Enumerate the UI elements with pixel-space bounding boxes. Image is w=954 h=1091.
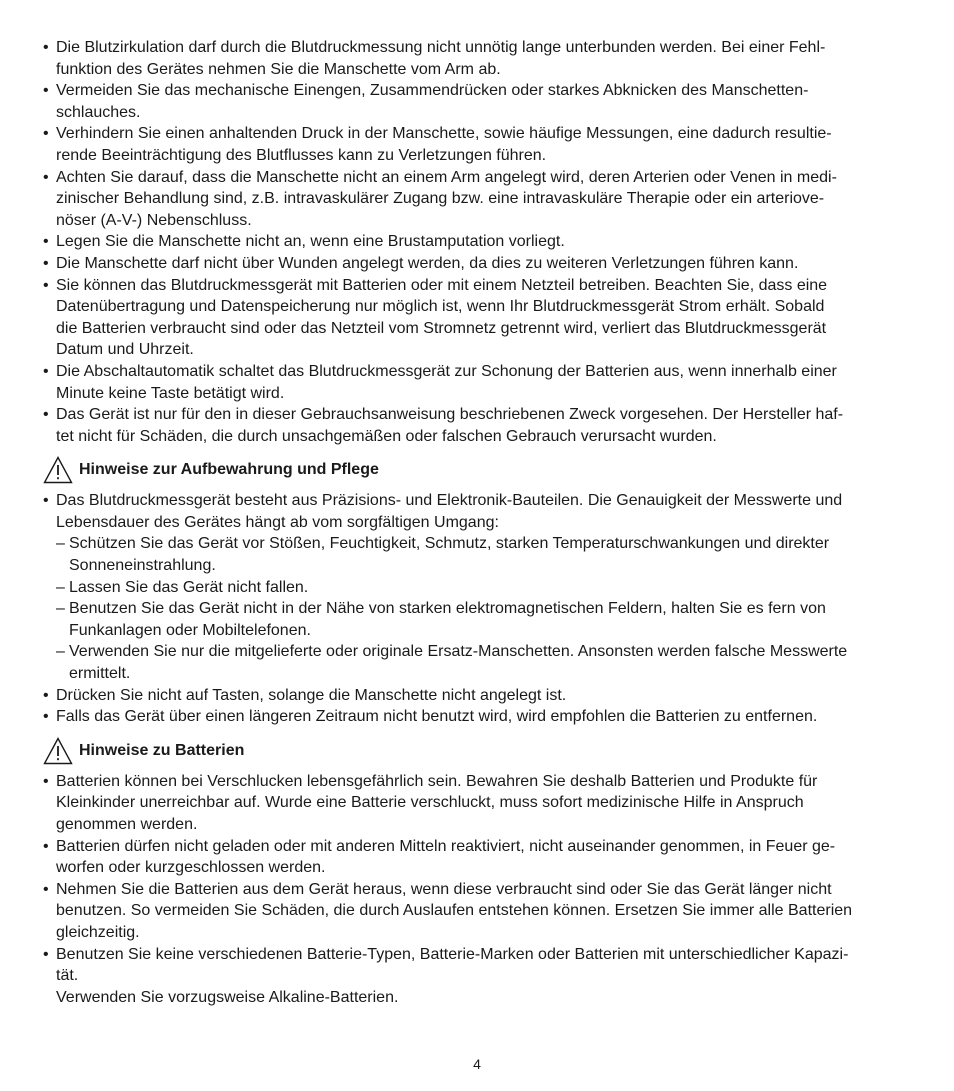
- text-line: Das Gerät ist nur für den in dieser Gebrauchsanweisung beschriebenen Zweck vorgesehen. Der Hersteller haf-: [56, 406, 844, 424]
- dash: –: [56, 600, 65, 618]
- section-heading-batteries: [43, 737, 923, 765]
- list-item: [43, 879, 923, 944]
- text-line: Drücken Sie nicht auf Tasten, solange die Manschette nicht angelegt ist.: [56, 686, 567, 704]
- list-item: [43, 275, 923, 361]
- list-item: [43, 404, 923, 447]
- text-line: Kleinkinder unerreichbar auf. Wurde eine Batterie verschluckt, muss sofort medizinische Hilfe in Anspruch: [56, 794, 804, 812]
- list-item: [43, 706, 923, 728]
- page-number: 4: [473, 1056, 481, 1072]
- bullet: •: [43, 708, 49, 726]
- document-page: [43, 37, 923, 1008]
- text-line: Vermeiden Sie das mechanische Einengen, Zusammendrücken oder starkes Abknicken des Manschetten-: [56, 82, 809, 100]
- list-item: [43, 123, 923, 166]
- dash: –: [56, 535, 65, 553]
- bullet: •: [43, 945, 49, 963]
- bullet: •: [43, 406, 49, 424]
- text-line: Die Manschette darf nicht über Wunden angelegt werden, da dies zu weiteren Verletzungen führen kann.: [56, 254, 799, 272]
- sub-list-item: [43, 577, 923, 599]
- bullet: •: [43, 837, 49, 855]
- section-heading-storage: [43, 456, 923, 484]
- text-line: Verwenden Sie vorzugsweise Alkaline-Batterien.: [56, 988, 399, 1006]
- text-line: Die Blutzirkulation darf durch die Blutdruckmessung nicht unnötig lange unterbunden werden. Bei einer Fehl-: [56, 39, 826, 56]
- bullet: •: [43, 254, 49, 272]
- text-line: Nehmen Sie die Batterien aus dem Gerät heraus, wenn diese verbraucht sind oder Sie das Gerät länger nicht: [56, 880, 832, 898]
- warning-triangle-icon: [43, 456, 73, 484]
- section-heading-text: Hinweise zur Aufbewahrung und Pflege: [79, 461, 379, 479]
- text-line: Benutzen Sie keine verschiedenen Batterie-Typen, Batterie-Marken oder Batterien mit unterschiedlicher Kapazi-: [56, 945, 849, 963]
- text-line: worfen oder kurzgeschlossen werden.: [56, 859, 326, 877]
- text-line: Funkanlagen oder Mobiltelefonen.: [69, 621, 311, 639]
- text-line: Datenübertragung und Datenspeicherung nur möglich ist, wenn Ihr Blutdruckmessgerät Strom erhält. Sobald: [56, 298, 825, 316]
- storage-list: [43, 490, 923, 728]
- list-item: [43, 253, 923, 275]
- text-line: Batterien dürfen nicht geladen oder mit anderen Mitteln reaktiviert, nicht auseinander genommen, in Feuer ge-: [56, 837, 836, 855]
- list-item: [43, 836, 923, 879]
- text-line: benutzen. So vermeiden Sie Schäden, die durch Auslaufen entstehen können. Ersetzen Sie immer alle Batterien: [56, 902, 853, 920]
- text-line: Sonneneinstrahlung.: [69, 557, 216, 575]
- bullet: •: [43, 39, 49, 56]
- section-heading-text: Hinweise zu Batterien: [79, 741, 245, 759]
- text-line: ermittelt.: [69, 665, 131, 683]
- bullet: •: [43, 125, 49, 143]
- safety-list: [43, 37, 923, 447]
- list-item: [43, 685, 923, 707]
- bullet: •: [43, 880, 49, 898]
- list-item: [43, 771, 923, 836]
- text-line: tät.: [56, 967, 79, 985]
- list-item: [43, 167, 923, 232]
- bullet: •: [43, 772, 49, 790]
- text-line: Datum und Uhrzeit.: [56, 341, 194, 359]
- text-line: Achten Sie darauf, dass die Manschette nicht an einem Arm angelegt wird, deren Arterien oder Venen in medi-: [56, 168, 837, 186]
- sub-list-item: [43, 598, 923, 641]
- list-item: [43, 80, 923, 123]
- text-line: Die Abschaltautomatik schaltet das Blutdruckmessgerät zur Schonung der Batterien aus, wenn innerhalb einer: [56, 362, 837, 380]
- list-item: [43, 231, 923, 253]
- list-item: [43, 490, 923, 533]
- warning-triangle-icon: [43, 737, 73, 765]
- text-line: tet nicht für Schäden, die durch unsachgemäßen oder falschen Gebrauch verursacht wurden.: [56, 427, 717, 445]
- bullet: •: [43, 233, 49, 251]
- text-line: Falls das Gerät über einen längeren Zeitraum nicht benutzt wird, wird empfohlen die Batterien zu entfernen.: [56, 708, 818, 726]
- text-line: nöser (A-V-) Nebenschluss.: [56, 211, 252, 229]
- text-line: schlauches.: [56, 103, 141, 121]
- text-line: gleichzeitig.: [56, 923, 140, 941]
- bullet: •: [43, 686, 49, 704]
- text-line: Verwenden Sie nur die mitgelieferte oder originale Ersatz-Manschetten. Ansonsten werden falsche Messwerte: [69, 643, 848, 661]
- sub-list-item: [43, 641, 923, 684]
- text-line: zinischer Behandlung sind, z.B. intravaskulärer Zugang bzw. eine intravaskuläre Therapie oder ein arteriove-: [56, 190, 825, 208]
- text-line: Das Blutdruckmessgerät besteht aus Präzisions- und Elektronik-Bauteilen. Die Genauigkeit der Messwerte und: [56, 492, 843, 510]
- bullet: •: [43, 492, 49, 510]
- dash: –: [56, 578, 65, 596]
- bullet: •: [43, 276, 49, 294]
- text-line: Lassen Sie das Gerät nicht fallen.: [69, 578, 309, 596]
- bullet: •: [43, 362, 49, 380]
- sub-list-item: [43, 533, 923, 576]
- text-line: die Batterien verbraucht sind oder das Netzteil vom Stromnetz getrennt wird, verliert das Blutdruckmessgerät: [56, 319, 827, 337]
- list-item: [43, 944, 923, 1009]
- list-item: [43, 361, 923, 404]
- text-line: rende Beeinträchtigung des Blutflusses kann zu Verletzungen führen.: [56, 146, 547, 164]
- battery-list: [43, 771, 923, 1009]
- text-line: funktion des Gerätes nehmen Sie die Manschette vom Arm ab.: [56, 60, 501, 78]
- text-line: Lebensdauer des Gerätes hängt ab vom sorgfältigen Umgang:: [56, 513, 499, 531]
- dash: –: [56, 643, 65, 661]
- text-line: Batterien können bei Verschlucken lebensgefährlich sein. Bewahren Sie deshalb Batterien und Produkte für: [56, 772, 818, 790]
- text-line: Minute keine Taste betätigt wird.: [56, 384, 285, 402]
- text-line: Legen Sie die Manschette nicht an, wenn eine Brustamputation vorliegt.: [56, 233, 565, 251]
- text-line: Verhindern Sie einen anhaltenden Druck in der Manschette, sowie häufige Messungen, eine dadurch resultie-: [56, 125, 832, 143]
- text-line: Benutzen Sie das Gerät nicht in der Nähe von starken elektromagnetischen Feldern, halten Sie es fern von: [69, 600, 826, 618]
- text-line: Sie können das Blutdruckmessgerät mit Batterien oder mit einem Netzteil betreiben. Beachten Sie, dass eine: [56, 276, 828, 294]
- bullet: •: [43, 168, 49, 186]
- text-line: genommen werden.: [56, 816, 198, 833]
- text-line: Schützen Sie das Gerät vor Stößen, Feuchtigkeit, Schmutz, starken Temperaturschwankungen und direkter: [69, 535, 830, 553]
- bullet: •: [43, 82, 49, 100]
- list-item: [43, 37, 923, 80]
